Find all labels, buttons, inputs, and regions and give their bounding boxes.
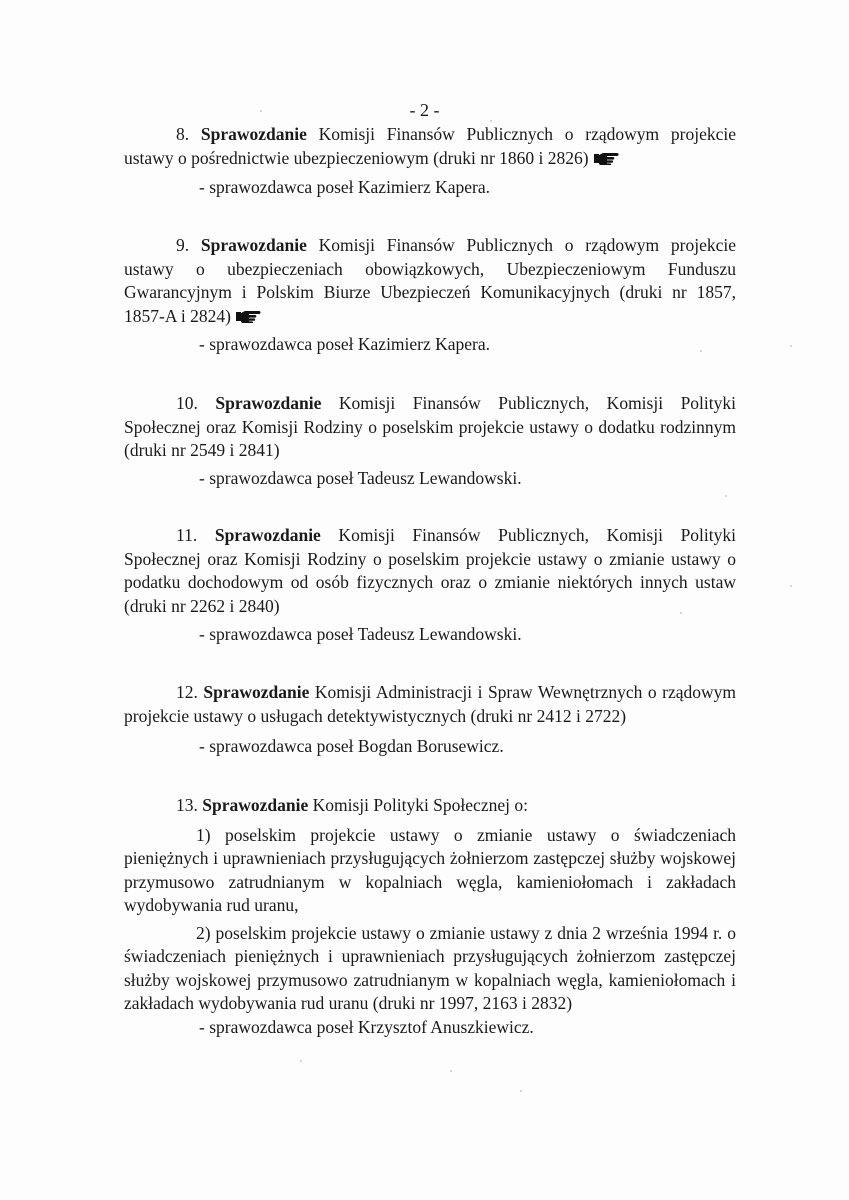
item-heading: Sprawozdanie (200, 124, 307, 144)
agenda-item-8 (124, 123, 736, 170)
item-description: Komisji Finansów Publicznych o rządowym projekcie ustawy o ubezpieczeniach obowiązkowych, Ubezpieczeniowym Funduszu Gwarancyjnym i Polskim Biurze Ubezpieczeń Komunikacyjnych (druki nr 1857, 1857-A i 2824) (124, 235, 737, 326)
item-heading: Sprawozdanie (200, 235, 307, 255)
page-number: - 2 - (409, 100, 440, 120)
sub-item-2: 2) poselskim projekcie ustawy o zmianie ustawy z dnia 2 września 1994 r. o świadczeniach pieniężnych i uprawnieniach przysługujących żołnierzom zastępczej służby wojskowej przymusowo zatrudnianym w kopalniach węgla, kamieniołomach i zakładach wydobywania rud uranu (druki nr 1997, 2163 i 2832) (124, 922, 736, 1013)
rapporteur-line: - sprawozdawca poseł Kazimierz Kapera. (199, 177, 491, 197)
item-description: Komisji Administracji i Spraw Wewnętrznych o rządowym projekcie ustawy o usługach detektywistycznych (druki nr 2412 i 2722) (124, 682, 736, 726)
item-number: 11. (176, 525, 198, 545)
item-heading: Sprawozdanie (202, 795, 309, 815)
scan-speck (680, 612, 682, 614)
scan-speck (520, 1090, 522, 1092)
scan-speck (260, 110, 262, 112)
item-heading: Sprawozdanie (203, 682, 310, 702)
agenda-item-text (124, 234, 736, 328)
item-number: 13. (176, 795, 198, 815)
agenda-item-text (124, 392, 736, 463)
agenda-item-13 (124, 794, 736, 1016)
scan-speck (725, 495, 727, 497)
scan-speck (790, 585, 792, 587)
scan-speck (490, 120, 492, 122)
item-number: 9. (176, 235, 190, 255)
item-heading: Sprawozdanie (215, 393, 322, 413)
agenda-item-text (124, 681, 736, 728)
agenda-item-text (124, 123, 736, 170)
sub-item-1: 1) poselskim projekcie ustawy o zmianie ustawy o świadczeniach pieniężnych i uprawnieniach przysługujących żołnierzom zastępczej służby wojskowej przymusowo zatrudnianym w kopalniach węgla, kamieniołomach i zakładach wydobywania rud uranu, (124, 824, 736, 915)
scan-speck (790, 345, 792, 347)
item-number: 12. (176, 682, 198, 702)
agenda-item-9 (124, 234, 736, 328)
item-number: 10. (176, 393, 198, 413)
agenda-item-text (124, 524, 736, 618)
rapporteur-line: - sprawozdawca poseł Tadeusz Lewandowski. (199, 468, 522, 488)
rapporteur-line: - sprawozdawca poseł Krzysztof Anuszkiewicz. (199, 1017, 534, 1037)
item-number: 8. (176, 124, 190, 144)
agenda-item-text (124, 794, 736, 818)
rapporteur-line: - sprawozdawca poseł Kazimierz Kapera. (199, 334, 491, 354)
scan-speck (450, 1070, 452, 1072)
item-description: Komisji Finansów Publicznych, Komisji Polityki Społecznej oraz Komisji Rodziny o poselskim projekcie ustawy o zmianie ustawy o podatku dochodowym od osób fizycznych oraz o zmianie niektórych innych ustaw (druki nr 2262 i 2840) (124, 525, 737, 616)
pointing-hand-icon (593, 151, 623, 165)
scan-speck (700, 350, 702, 352)
item-description: Komisji Finansów Publicznych, Komisji Polityki Społecznej oraz Komisji Rodziny o poselskim projekcie ustawy o dodatku rodzinnym (druki nr 2549 i 2841) (124, 393, 737, 460)
scan-speck (300, 1060, 302, 1062)
item-description: Komisji Polityki Społecznej o: (308, 795, 528, 815)
item-description: Komisji Finansów Publicznych o rządowym projekcie ustawy o pośrednictwie ubezpieczeniowym (druki nr 1860 i 2826) (124, 124, 737, 168)
pointing-hand-icon (235, 309, 265, 323)
agenda-item-10 (124, 392, 736, 463)
agenda-item-11 (124, 524, 736, 618)
rapporteur-line: - sprawozdawca poseł Bogdan Borusewicz. (199, 736, 504, 756)
agenda-item-12 (124, 681, 736, 728)
rapporteur-line: - sprawozdawca poseł Tadeusz Lewandowski. (199, 624, 522, 644)
item-heading: Sprawozdanie (214, 525, 321, 545)
